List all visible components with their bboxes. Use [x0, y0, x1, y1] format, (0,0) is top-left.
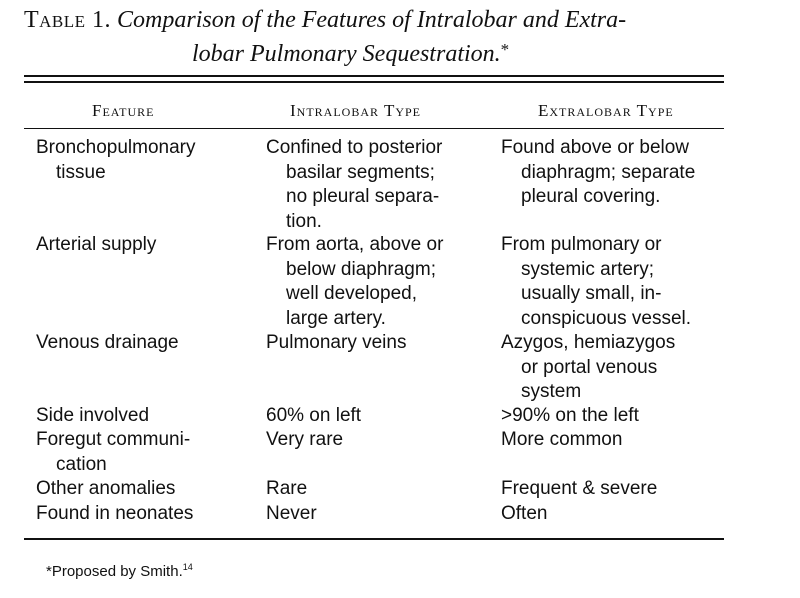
intralobar-cell — [266, 136, 442, 234]
cell-line: diaphragm; separate — [521, 161, 696, 183]
cell-line: below diaphragm; — [286, 258, 436, 280]
cell-line: Confined to posterior — [266, 137, 443, 158]
cell-line: systemic artery; — [521, 258, 655, 280]
intralobar-cell — [266, 331, 406, 356]
column-header-feature: Feature — [92, 101, 155, 120]
cell-line: Found above or below — [501, 137, 690, 158]
cell-line: Pulmonary veins — [266, 332, 407, 353]
cell-line: Very rare — [266, 429, 344, 450]
bottom-rule — [24, 538, 724, 540]
cell-line: Found in neonates — [36, 503, 194, 524]
intralobar-cell — [266, 502, 317, 527]
table-label: Table 1. — [24, 7, 112, 33]
cell-line: Bronchopulmonary — [36, 137, 196, 158]
title-caption-line-2: lobar Pulmonary Sequestration. — [192, 41, 501, 67]
cell-line: Side involved — [36, 405, 150, 426]
top-rule-lower — [24, 81, 724, 83]
cell-line: no pleural separa- — [286, 186, 440, 207]
cell-line: Foregut communi- — [36, 429, 191, 450]
feature-cell — [36, 428, 190, 477]
cell-line: Venous drainage — [36, 332, 179, 353]
cell-line: tissue — [56, 161, 106, 183]
cell-line: basilar segments; — [286, 161, 435, 183]
title-line-1 — [24, 6, 774, 35]
column-header-intralobar: Intralobar Type — [290, 101, 421, 120]
cell-line: Never — [266, 503, 317, 524]
cell-line: Arterial supply — [36, 234, 157, 255]
feature-cell — [36, 477, 175, 502]
title-line-2 — [24, 35, 774, 69]
cell-line: More common — [501, 429, 623, 450]
cell-line: Other anomalies — [36, 478, 176, 499]
cell-line: Rare — [266, 478, 308, 499]
feature-cell — [36, 502, 193, 527]
feature-cell — [36, 233, 156, 258]
table-title — [24, 6, 774, 69]
cell-line: 60% on left — [266, 405, 362, 426]
cell-line: From aorta, above or — [266, 234, 444, 255]
table-footnote — [46, 562, 193, 580]
header-rule — [24, 128, 724, 129]
cell-line: >90% on the left — [501, 405, 639, 426]
feature-cell — [36, 331, 179, 356]
cell-line: or portal venous — [521, 356, 658, 378]
top-rule-upper — [24, 75, 724, 77]
extralobar-cell — [501, 233, 691, 331]
cell-line: Often — [501, 503, 548, 524]
extralobar-cell — [501, 502, 547, 527]
intralobar-cell — [266, 477, 307, 502]
intralobar-cell — [266, 428, 343, 453]
footnote-reference: 14 — [182, 562, 193, 572]
cell-line: From pulmonary or — [501, 234, 662, 255]
extralobar-cell — [501, 136, 695, 210]
footnote-text: *Proposed by Smith. — [46, 563, 183, 580]
feature-cell — [36, 404, 149, 429]
cell-line: cation — [56, 453, 107, 475]
cell-line: pleural covering. — [521, 186, 661, 207]
intralobar-cell — [266, 233, 443, 331]
cell-line: Frequent & severe — [501, 478, 658, 499]
extralobar-cell — [501, 404, 639, 429]
cell-line: Azygos, hemiazygos — [501, 332, 676, 353]
intralobar-cell — [266, 404, 361, 429]
cell-line: well developed, — [286, 283, 417, 304]
column-header-extralobar: Extralobar Type — [538, 101, 674, 120]
cell-line: large artery. — [286, 307, 386, 329]
cell-line: usually small, in- — [521, 283, 662, 304]
extralobar-cell — [501, 331, 675, 405]
cell-line: conspicuous vessel. — [521, 307, 692, 329]
feature-cell — [36, 136, 195, 185]
extralobar-cell — [501, 428, 622, 453]
title-caption-line-1: Comparison of the Features of Intralobar and Extra- — [117, 7, 627, 33]
extralobar-cell — [501, 477, 657, 502]
title-footnote-marker: * — [500, 40, 510, 59]
cell-line: system — [521, 381, 582, 402]
cell-line: tion. — [286, 210, 322, 232]
